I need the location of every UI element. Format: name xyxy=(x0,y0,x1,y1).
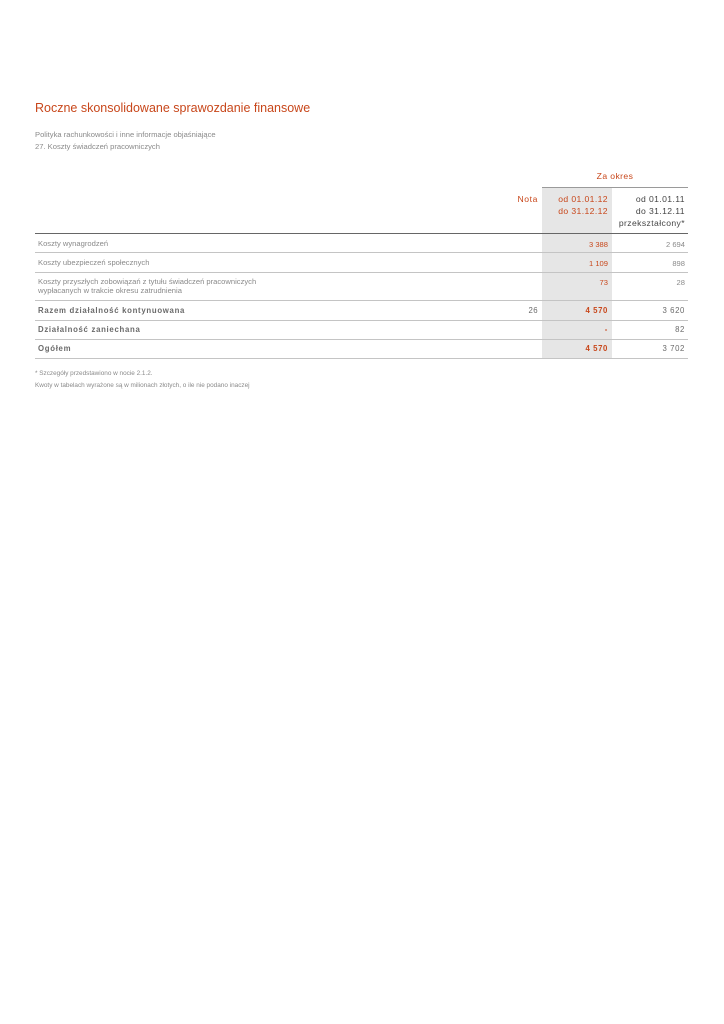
row-current-value: 3 388 xyxy=(588,240,608,249)
row-divider xyxy=(35,358,688,359)
section-subtitle: Polityka rachunkowości i inne informacje objaśniające xyxy=(35,130,216,139)
row-previous-value: 3 620 xyxy=(662,306,685,315)
period-header: Za okres xyxy=(596,171,634,181)
table-row xyxy=(35,253,688,273)
row-note-ref: 26 xyxy=(528,306,538,315)
row-current-value: 4 570 xyxy=(585,306,608,315)
row-previous-value: 82 xyxy=(675,325,685,334)
previous-period-header xyxy=(612,193,685,229)
note-subtitle: 27. Koszty świadczeń pracowniczych xyxy=(35,142,160,151)
row-previous-value: 2 694 xyxy=(665,240,685,249)
page-title: Roczne skonsolidowane sprawozdanie finansowe xyxy=(35,101,311,115)
previous-period-to: do 31.12.11 xyxy=(635,206,685,216)
row-label: Razem działalność kontynuowana xyxy=(38,306,186,315)
row-label: Koszty ubezpieczeń społecznych xyxy=(38,258,150,267)
row-current-value: - xyxy=(604,325,608,334)
row-previous-value: 3 702 xyxy=(662,344,685,353)
footnote-restated: * Szczegóły przedstawiono w nocie 2.1.2. xyxy=(35,370,153,377)
nota-header: Nota xyxy=(517,194,538,204)
row-current-value: 1 109 xyxy=(588,259,608,268)
table-row xyxy=(35,234,688,253)
period-header-rule xyxy=(542,187,688,188)
table-row xyxy=(35,273,688,301)
table-row-total xyxy=(35,340,688,359)
previous-period-restated: przekształcony* xyxy=(618,218,685,228)
row-previous-value: 898 xyxy=(672,259,685,268)
current-period-from: od 01.01.12 xyxy=(558,194,608,204)
row-label: Działalność zaniechana xyxy=(38,325,141,334)
current-period-to: do 31.12.12 xyxy=(558,206,608,216)
row-label-line1: Koszty przyszłych zobowiązań z tytułu świadczeń pracowniczych xyxy=(38,277,257,286)
previous-period-from: od 01.01.11 xyxy=(635,194,685,204)
row-previous-value: 28 xyxy=(676,278,685,287)
current-period-header xyxy=(542,193,608,217)
table-row-subtotal xyxy=(35,301,688,321)
row-current-value: 73 xyxy=(599,278,608,287)
footnote-units: Kwoty w tabelach wyrażone są w milionach złotych, o ile nie podano inaczej xyxy=(35,382,250,389)
row-label: Koszty wynagrodzeń xyxy=(38,239,109,248)
row-label: Ogółem xyxy=(38,344,72,353)
row-current-value: 4 570 xyxy=(585,344,608,353)
row-label-line2: wypłacanych w trakcie okresu zatrudnienia xyxy=(38,286,182,295)
table-row-discontinued xyxy=(35,321,688,340)
